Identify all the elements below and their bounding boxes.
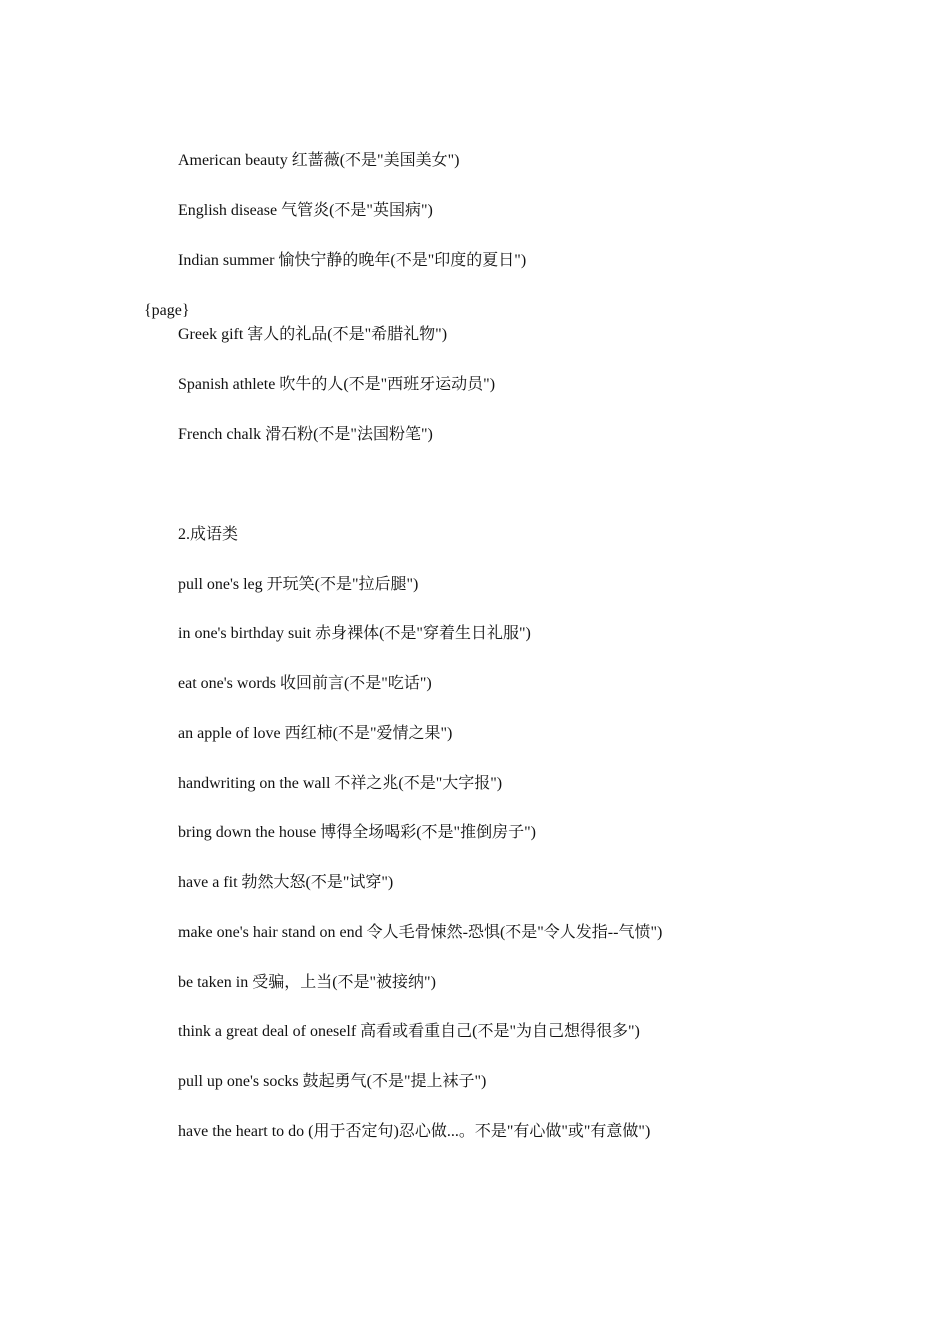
idiom-entry: have a fit 勃然大怒(不是"试穿")	[178, 874, 394, 891]
entry-american-beauty: American beauty 红蔷薇(不是"美国美女")	[178, 152, 460, 169]
entry-english-disease: English disease 气管炎(不是"英国病")	[178, 202, 433, 219]
idiom-entry: pull up one's socks 鼓起勇气(不是"提上袜子")	[178, 1073, 487, 1090]
entry-indian-summer: Indian summer 愉快宁静的晚年(不是"印度的夏日")	[178, 252, 527, 269]
page-marker: {page}	[144, 302, 190, 319]
idiom-entry: make one's hair stand on end 令人毛骨悚然-恐惧(不是"令人发指--气愤")	[178, 924, 663, 941]
idiom-entry: have the heart to do (用于否定句)忍心做...。不是"有心做"或"有意做")	[178, 1123, 651, 1140]
idiom-entry: an apple of love 西红柿(不是"爱情之果")	[178, 725, 453, 742]
entry-french-chalk: French chalk 滑石粉(不是"法国粉笔")	[178, 426, 433, 443]
idiom-entry: think a great deal of oneself 高看或看重自己(不是"为自己想得很多")	[178, 1023, 640, 1040]
section-heading: 2.成语类	[178, 526, 239, 543]
idiom-entry: pull one's leg 开玩笑(不是"拉后腿")	[178, 576, 419, 593]
entry-greek-gift: Greek gift 害人的礼品(不是"希腊礼物")	[178, 326, 448, 343]
idiom-entry: in one's birthday suit 赤身裸体(不是"穿着生日礼服")	[178, 625, 531, 642]
idiom-entry: eat one's words 收回前言(不是"吃话")	[178, 675, 432, 692]
idiom-entry: be taken in 受骗，上当(不是"被接纳")	[178, 974, 436, 991]
entry-spanish-athlete: Spanish athlete 吹牛的人(不是"西班牙运动员")	[178, 376, 496, 393]
idiom-entry: handwriting on the wall 不祥之兆(不是"大字报")	[178, 775, 503, 792]
idiom-entry: bring down the house 博得全场喝彩(不是"推倒房子")	[178, 824, 536, 841]
